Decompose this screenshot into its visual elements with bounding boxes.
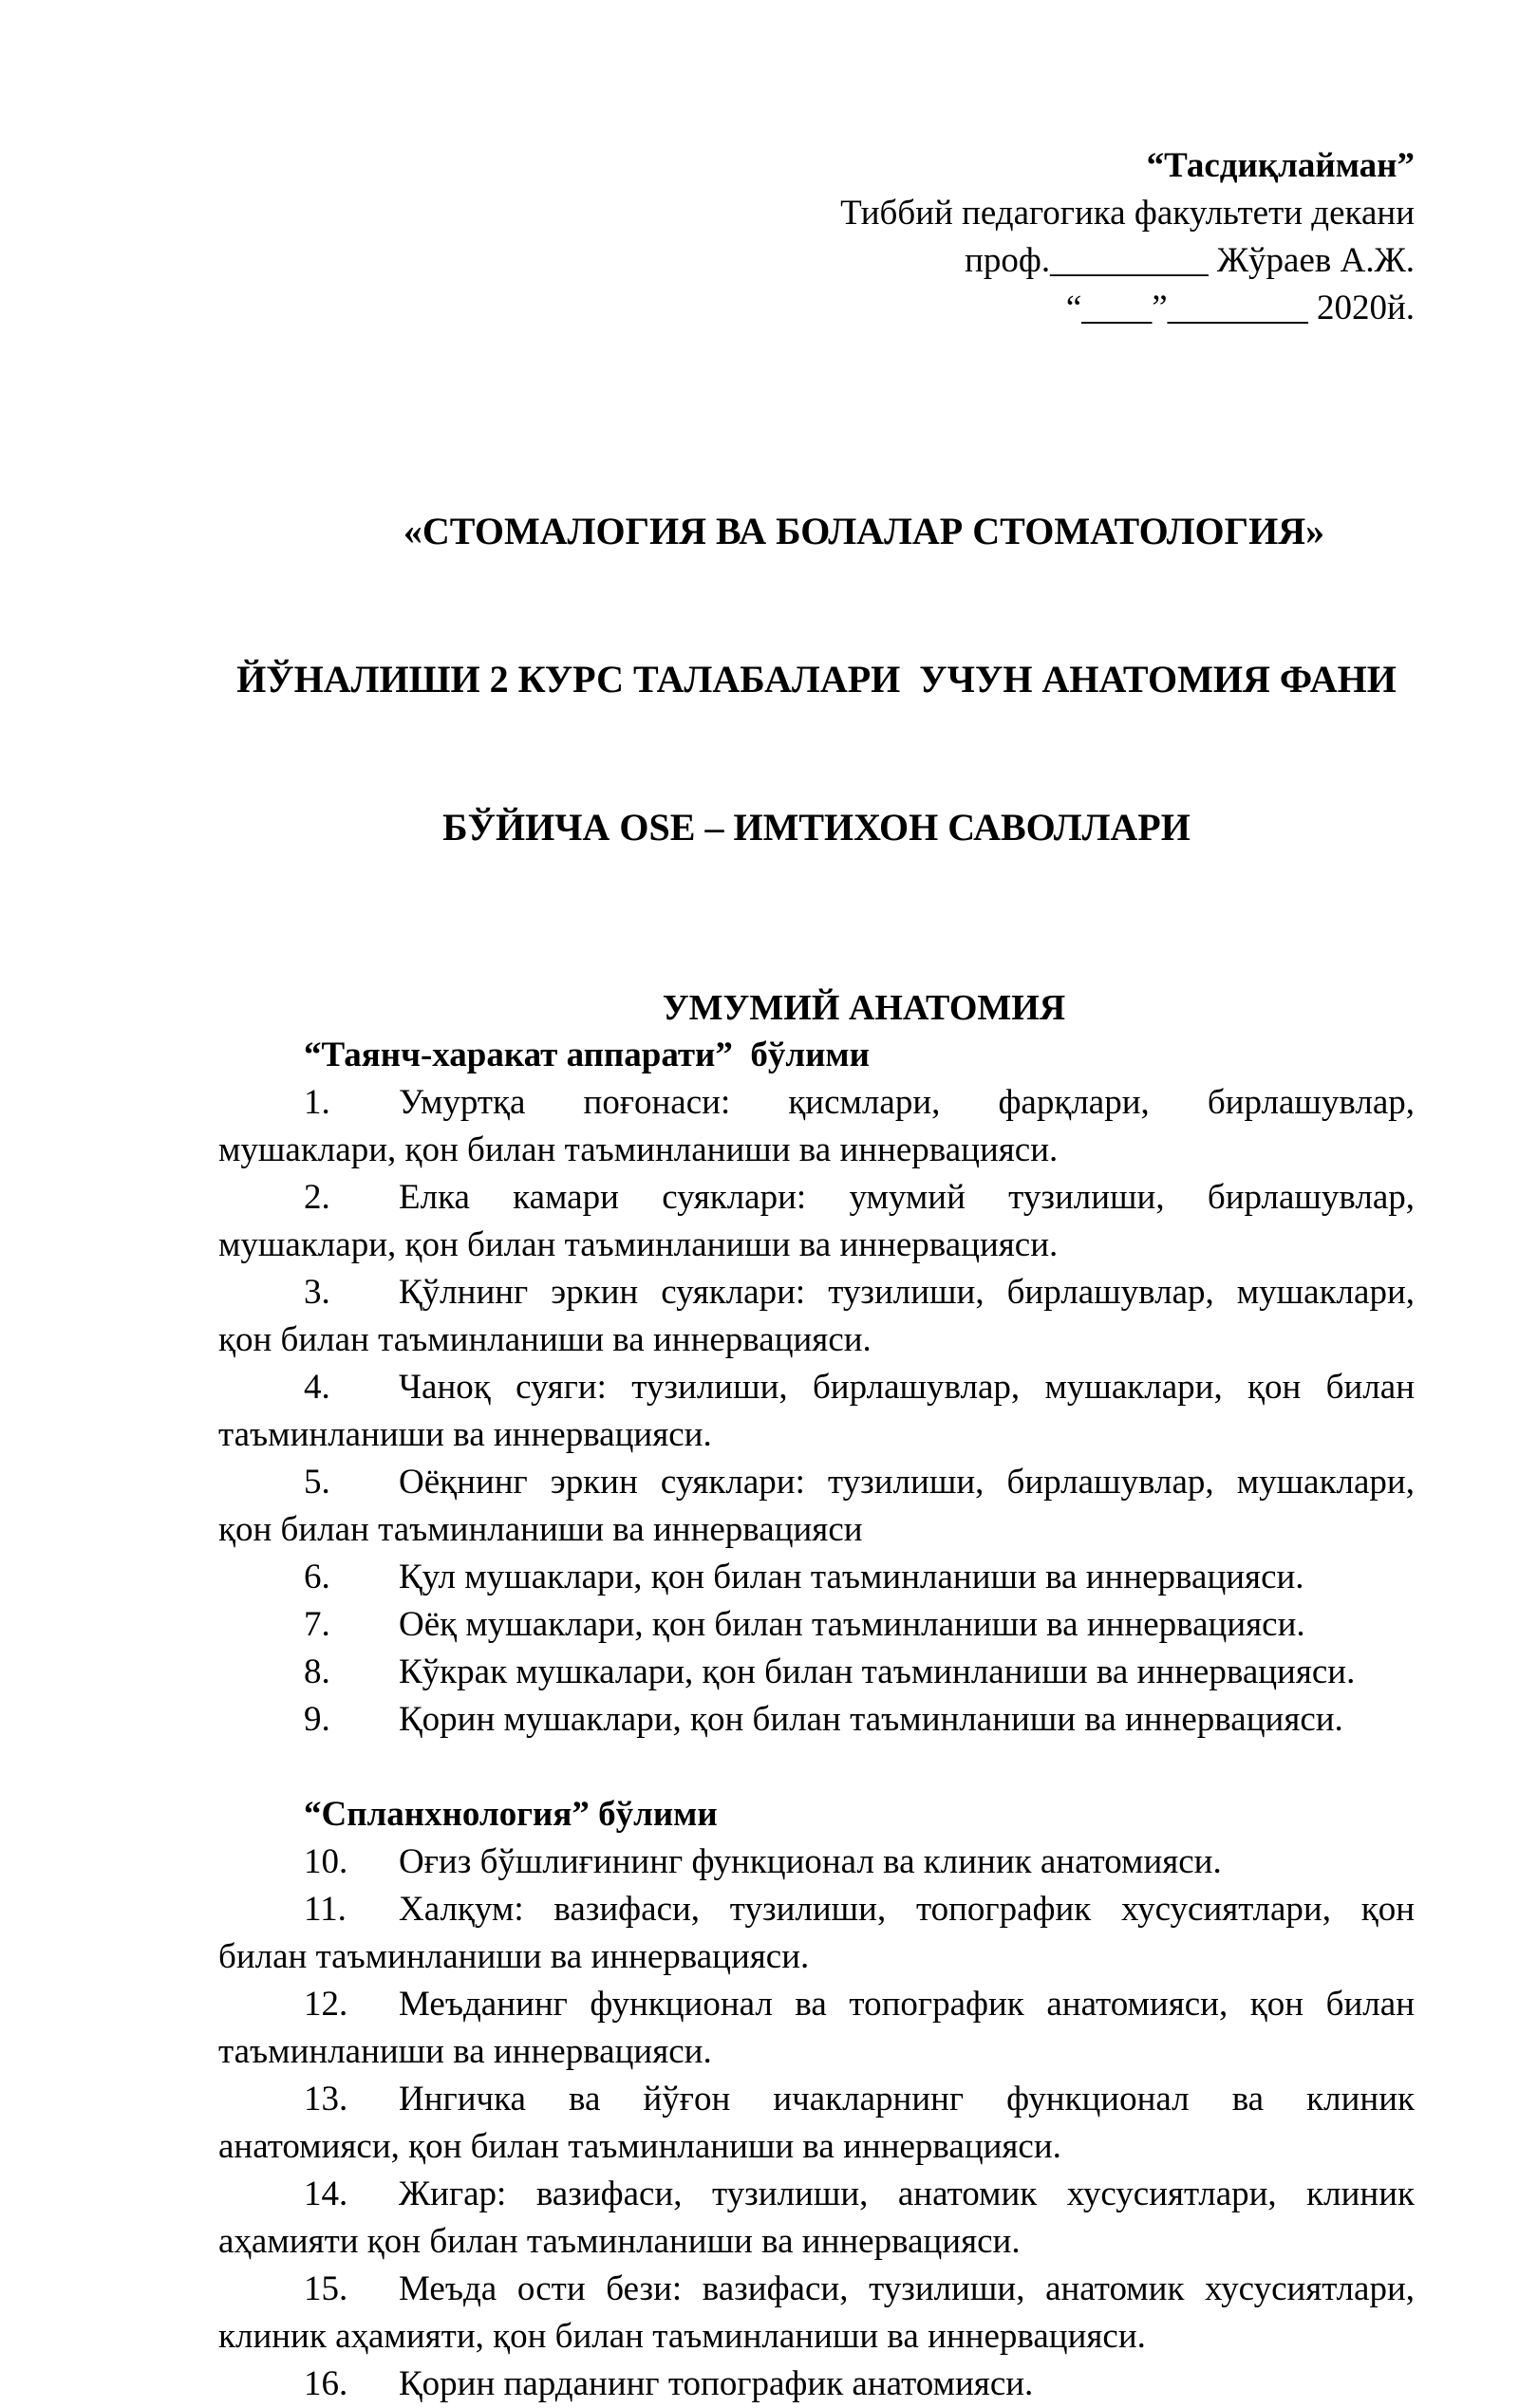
- question-number: 3.: [304, 1273, 330, 1312]
- question-line-2: анатомияси, қон билан таъминланиши ва иннервацияси.: [218, 2127, 1061, 2166]
- exam-question: [218, 1554, 1415, 1601]
- question-line-1: Меъданинг функционал ва топографик анатомияси, қон билан: [399, 1985, 1415, 2024]
- question-number: 11.: [304, 1890, 347, 1929]
- exam-question: [218, 1839, 1415, 1886]
- document-title: [218, 408, 1415, 951]
- question-line-2: қон билан таъминланиши ва иннервацияси: [218, 1510, 863, 1549]
- question-line-2: мушаклари, қон билан таъминланиши ва иннервацияси.: [218, 1225, 1059, 1264]
- question-number: 15.: [304, 2269, 348, 2308]
- question-line-1: Қул мушаклари, қон билан таъминланиши ва иннервацияси.: [399, 1558, 1304, 1596]
- question-line-1: Умуртқа поғонаси: қисмлари, фарқлари, бирлашувлар,: [399, 1083, 1415, 1122]
- exam-question: [218, 1601, 1415, 1649]
- subsection-heading: “Спланхнология” бўлими: [304, 1795, 718, 1834]
- question-number: 14.: [304, 2175, 348, 2213]
- question-line-1: Чаноқ суяги: тузилиши, бирлашувлар, мушаклари, қон билан: [399, 1368, 1415, 1407]
- approval-signature-line: проф._________ Жўраев А.Ж.: [965, 241, 1415, 280]
- question-line-1: Елка камари суяклари: умумий тузилиши, бирлашувлар,: [399, 1178, 1415, 1217]
- title-line-2: ЙЎНАЛИШИ 2 КУРС ТАЛАБАЛАРИ УЧУН АНАТОМИЯ ФАНИ: [236, 658, 1397, 700]
- exam-question: [218, 1649, 1415, 1696]
- question-number: 2.: [304, 1178, 330, 1217]
- question-number: 16.: [304, 2364, 348, 2403]
- question-line-2: таъминланиши ва иннервацияси.: [218, 2032, 712, 2071]
- question-line-1: Халқум: вазифаси, тузилиши, топографик хусусиятлари, қон: [399, 1890, 1415, 1929]
- question-number: 5.: [304, 1463, 330, 1502]
- question-line-1: Қўлнинг эркин суяклари: тузилиши, бирлашувлар, мушаклари,: [399, 1273, 1415, 1312]
- question-line-2: мушаклари, қон билан таъминланиши ва иннервацияси.: [218, 1130, 1059, 1169]
- exam-question: [218, 1079, 1415, 1174]
- approval-date-line: “____”________ 2020й.: [1065, 289, 1415, 327]
- subsection-splanchnology: [218, 1791, 1415, 2408]
- exam-question: [218, 1696, 1415, 1744]
- approval-block: [218, 142, 1415, 332]
- exam-question: [218, 2361, 1415, 2408]
- question-line-1: Оёқ мушаклари, қон билан таъминланиши ва иннервацияси.: [399, 1605, 1305, 1644]
- approval-dean-line: Тиббий педагогика факультети декани: [840, 194, 1415, 233]
- question-line-2: қон билан таъминланиши ва иннервацияси.: [218, 1320, 872, 1359]
- question-line-2: аҳамияти қон билан таъминланиши ва иннервацияси.: [218, 2222, 1021, 2261]
- subsection-musculoskeletal: [218, 1032, 1415, 1744]
- question-line-1: Кўкрак мушкалари, қон билан таъминланиши ва иннервацияси.: [399, 1652, 1356, 1691]
- question-number: 4.: [304, 1368, 330, 1407]
- question-number: 6.: [304, 1558, 330, 1596]
- question-line-2: билан таъминланиши ва иннервацияси.: [218, 1937, 810, 1976]
- question-number: 9.: [304, 1700, 330, 1739]
- approval-stamp-label: “Тасдиқлайман”: [1146, 146, 1415, 185]
- question-line-2: таъминланиши ва иннервацияси.: [218, 1415, 712, 1454]
- exam-question: [218, 1269, 1415, 1364]
- exam-question: [218, 1174, 1415, 1269]
- question-number: 12.: [304, 1985, 348, 2024]
- exam-question: [218, 1981, 1415, 2076]
- question-line-1: Жигар: вазифаси, тузилиши, анатомик хусусиятлари, клиник: [399, 2175, 1415, 2213]
- question-line-1: Қорин мушаклари, қон билан таъминланиши ва иннервацияси.: [399, 1700, 1343, 1739]
- exam-question: [218, 1459, 1415, 1554]
- main-section-heading: УМУМИЙ АНАТОМИЯ: [662, 988, 1066, 1028]
- exam-question: [218, 1886, 1415, 1981]
- title-line-1: «СТОМАЛОГИЯ ВА БОЛАЛАР СТОМАТОЛОГИЯ»: [403, 510, 1325, 552]
- question-line-1: Қорин парданинг топографик анатомияси.: [399, 2364, 1034, 2403]
- question-number: 10.: [304, 1842, 348, 1881]
- question-number: 7.: [304, 1605, 330, 1644]
- question-number: 1.: [304, 1083, 330, 1122]
- question-line-2: клиник аҳамияти, қон билан таъминланиши ва иннервацияси.: [218, 2317, 1146, 2356]
- exam-question: [218, 1364, 1415, 1459]
- document-page: [0, 142, 1519, 2403]
- question-line-1: Меъда ости бези: вазифаси, тузилиши, анатомик хусусиятлари,: [399, 2269, 1415, 2308]
- question-line-1: Оёқнинг эркин суяклари: тузилиши, бирлашувлар, мушаклари,: [399, 1463, 1415, 1502]
- exam-question: [218, 2076, 1415, 2171]
- question-number: 13.: [304, 2080, 348, 2119]
- exam-question: [218, 2171, 1415, 2266]
- question-number: 8.: [304, 1652, 330, 1691]
- subsection-heading: “Таянч-харакат аппарати” бўлими: [304, 1036, 870, 1074]
- title-line-3: БЎЙИЧА OSE – ИМТИХОН САВОЛЛАРИ: [442, 806, 1191, 849]
- exam-question: [218, 2266, 1415, 2361]
- question-line-1: Оғиз бўшлиғининг функционал ва клиник анатомияси.: [399, 1842, 1222, 1881]
- question-line-1: Ингичка ва йўғон ичакларнинг функционал ва клиник: [399, 2080, 1415, 2119]
